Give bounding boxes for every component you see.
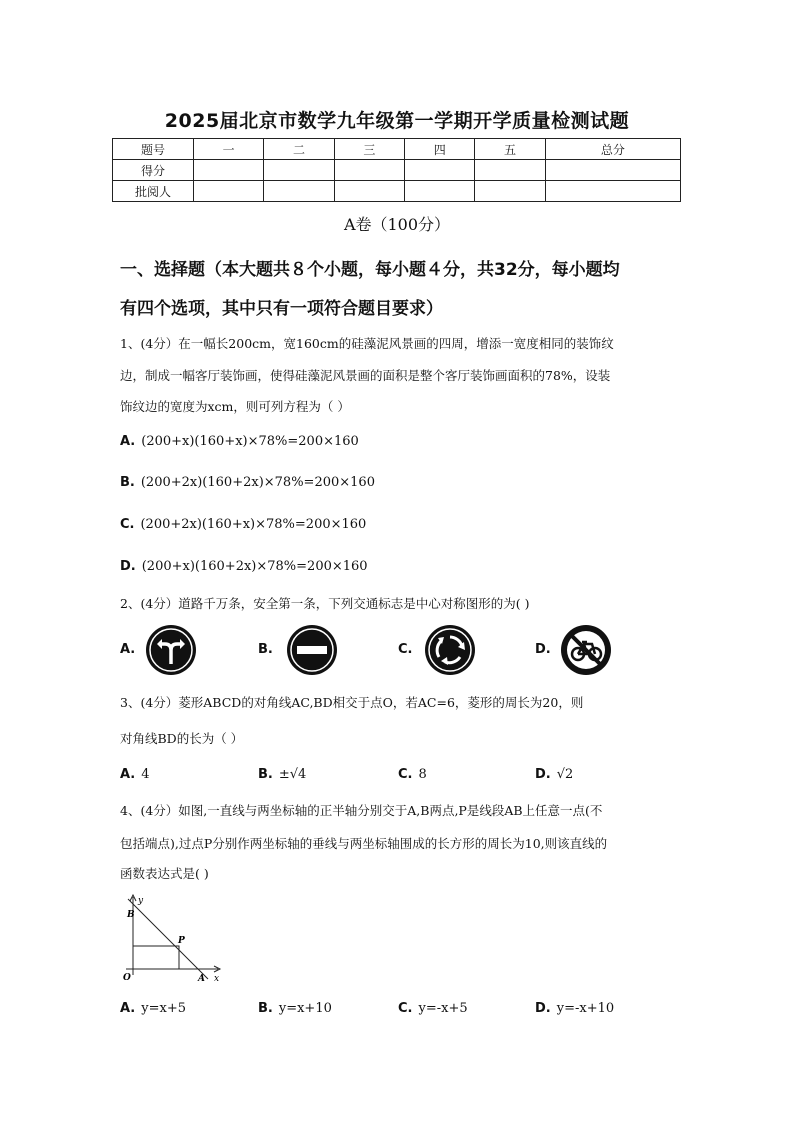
option-text: y=x+10 <box>278 1001 332 1016</box>
origin-label: O <box>123 973 131 983</box>
table-cell <box>545 181 680 202</box>
table-cell <box>334 181 404 202</box>
no-entry-sign-icon <box>286 624 338 676</box>
option-text: (200+x)(160+x)×78%=200×160 <box>141 434 359 449</box>
rectangle-op <box>133 946 179 969</box>
table-cell <box>334 160 404 181</box>
question-1-option-b <box>120 473 680 493</box>
table-cell: 总分 <box>545 139 680 160</box>
table-row <box>113 160 681 181</box>
point-a-label: A <box>198 974 205 984</box>
question-4-line2: 包括端点),过点P分别作两坐标轴的垂线与两坐标轴围成的长方形的周长为10,则该直线的 <box>120 836 608 851</box>
table-cell <box>194 160 264 181</box>
option-text: (200+x)(160+2x)×78%=200×160 <box>141 559 368 574</box>
table-cell: 四 <box>405 139 475 160</box>
question-1-line2: 边，制成一幅客厅装饰画，使得硅藻泥风景画的面积是整个客厅装饰画面积的78%，设装 <box>120 368 611 383</box>
question-3-option-d: D. √2 <box>535 767 574 782</box>
option-label: B. <box>120 475 135 490</box>
question-4-option-b: B. y=x+10 <box>258 1001 332 1016</box>
x-axis-label: x <box>214 974 220 984</box>
question-4-option-a: A. y=x+5 <box>120 1001 186 1016</box>
table-cell <box>475 160 545 181</box>
question-4-line1: 4、(4分）如图,一直线与两坐标轴的正半轴分别交于A,B两点,P是线段AB上任意一点(不 <box>120 803 603 818</box>
question-2-option-a-label: A. <box>120 642 136 657</box>
point-b-label: B <box>127 910 135 920</box>
option-label: D. <box>120 559 136 574</box>
no-bicycle-sign-icon <box>560 624 612 676</box>
question-3-option-b: B. ±√4 <box>258 767 307 782</box>
score-table-header-row <box>113 139 681 160</box>
table-cell <box>405 181 475 202</box>
option-text: √2 <box>556 767 574 782</box>
page-title: 2025届北京市数学九年级第一学期开学质量检测试题 <box>164 110 630 132</box>
table-cell <box>264 160 334 181</box>
question-3-option-c: C. 8 <box>398 767 427 782</box>
option-text: (200+2x)(160+2x)×78%=200×160 <box>140 475 375 490</box>
option-label: A. <box>120 434 136 449</box>
question-1-option-a <box>120 432 680 452</box>
volume-heading: A卷（100分） <box>343 215 451 234</box>
option-text: y=-x+5 <box>418 1001 468 1016</box>
option-text: 4 <box>141 767 150 782</box>
question-3-line1: 3、(4分）菱形ABCD的对角线AC,BD相交于点O，若AC=6，菱形的周长为20，则 <box>120 695 584 710</box>
question-3-line2: 对角线BD的长为（ ） <box>120 731 244 746</box>
table-cell <box>405 160 475 181</box>
question-4-line3: 函数表达式是( ) <box>120 866 209 881</box>
question-2-option-c-label: C. <box>398 642 413 657</box>
question-3-option-a: A. 4 <box>120 767 150 782</box>
option-text: ±√4 <box>278 767 307 782</box>
question-1-line1: 1、(4分）在一幅长200cm，宽160cm的硅藻泥风景画的四周，增添一宽度相同的装饰纹 <box>120 336 614 351</box>
table-cell: 五 <box>475 139 545 160</box>
turn-left-right-sign-icon <box>145 624 197 676</box>
line-ab <box>128 899 208 979</box>
question-4-option-c: C. y=-x+5 <box>398 1001 468 1016</box>
question-2-option-d-label: D. <box>535 642 551 657</box>
coordinate-figure <box>118 893 228 985</box>
table-cell <box>475 181 545 202</box>
question-1-line3: 饰纹边的宽度为xcm，则可列方程为（ ） <box>120 399 350 414</box>
table-cell: 一 <box>194 139 264 160</box>
option-text: 8 <box>418 767 427 782</box>
option-text: y=x+5 <box>141 1001 186 1016</box>
table-row <box>113 181 681 202</box>
table-cell: 三 <box>334 139 404 160</box>
table-cell: 得分 <box>113 160 194 181</box>
question-1-option-c <box>120 515 680 535</box>
y-axis-label: y <box>138 896 144 906</box>
option-text: y=-x+10 <box>556 1001 615 1016</box>
question-4-option-d: D. y=-x+10 <box>535 1001 615 1016</box>
option-label: C. <box>120 517 135 532</box>
score-table <box>112 138 681 202</box>
table-cell <box>545 160 680 181</box>
roundabout-sign-icon <box>424 624 476 676</box>
section-heading-line1: 一、选择题（本大题共８个小题，每小题４分，共32分，每小题均 <box>120 260 620 280</box>
question-2-text: 2、(4分）道路千万条，安全第一条，下列交通标志是中心对称图形的为( ) <box>120 596 530 611</box>
table-cell: 批阅人 <box>113 181 194 202</box>
point-p-label: P <box>178 936 185 946</box>
table-cell <box>264 181 334 202</box>
question-1-option-d <box>120 557 680 577</box>
table-cell <box>194 181 264 202</box>
question-2-option-b-label: B. <box>258 642 273 657</box>
option-text: (200+2x)(160+x)×78%=200×160 <box>140 517 367 532</box>
table-cell: 二 <box>264 139 334 160</box>
section-heading-line2: 有四个选项，其中只有一项符合题目要求） <box>120 299 443 319</box>
table-cell: 题号 <box>113 139 194 160</box>
